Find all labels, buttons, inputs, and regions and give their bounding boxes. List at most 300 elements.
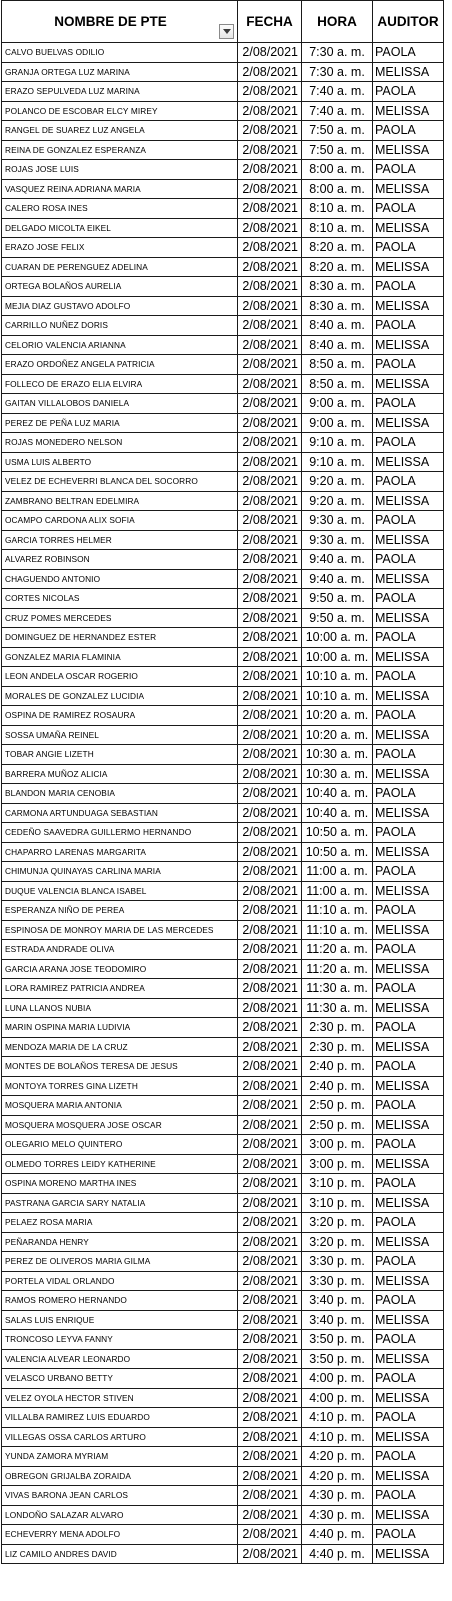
cell-fecha[interactable]: 2/08/2021 [238, 452, 302, 472]
cell-auditor[interactable]: PAOLA [373, 1252, 444, 1272]
cell-auditor[interactable]: MELISSA [373, 764, 444, 784]
cell-fecha[interactable]: 2/08/2021 [238, 1174, 302, 1194]
cell-nombre[interactable]: ROJAS MONEDERO NELSON [2, 433, 238, 453]
cell-nombre[interactable]: ERAZO JOSE FELIX [2, 238, 238, 258]
cell-fecha[interactable]: 2/08/2021 [238, 82, 302, 102]
cell-auditor[interactable]: PAOLA [373, 940, 444, 960]
cell-hora[interactable]: 10:50 a. m. [302, 842, 373, 862]
cell-nombre[interactable]: CARMONA ARTUNDUAGA SEBASTIAN [2, 803, 238, 823]
cell-nombre[interactable]: CEDEÑO SAAVEDRA GUILLERMO HERNANDO [2, 823, 238, 843]
cell-fecha[interactable]: 2/08/2021 [238, 1271, 302, 1291]
cell-auditor[interactable]: MELISSA [373, 335, 444, 355]
cell-fecha[interactable]: 2/08/2021 [238, 101, 302, 121]
cell-fecha[interactable]: 2/08/2021 [238, 1525, 302, 1545]
cell-auditor[interactable]: MELISSA [373, 725, 444, 745]
cell-auditor[interactable]: MELISSA [373, 257, 444, 277]
cell-fecha[interactable]: 2/08/2021 [238, 1057, 302, 1077]
cell-auditor[interactable]: PAOLA [373, 82, 444, 102]
cell-auditor[interactable]: MELISSA [373, 1271, 444, 1291]
cell-fecha[interactable]: 2/08/2021 [238, 608, 302, 628]
cell-fecha[interactable]: 2/08/2021 [238, 901, 302, 921]
cell-hora[interactable]: 8:00 a. m. [302, 160, 373, 180]
cell-hora[interactable]: 4:20 p. m. [302, 1466, 373, 1486]
cell-fecha[interactable]: 2/08/2021 [238, 1388, 302, 1408]
cell-hora[interactable]: 4:00 p. m. [302, 1388, 373, 1408]
cell-hora[interactable]: 9:20 a. m. [302, 491, 373, 511]
cell-hora[interactable]: 7:30 a. m. [302, 62, 373, 82]
cell-auditor[interactable]: PAOLA [373, 1369, 444, 1389]
cell-fecha[interactable]: 2/08/2021 [238, 1076, 302, 1096]
cell-nombre[interactable]: LUNA LLANOS NUBIA [2, 998, 238, 1018]
cell-nombre[interactable]: CALVO BUELVAS ODILIO [2, 43, 238, 63]
cell-fecha[interactable]: 2/08/2021 [238, 569, 302, 589]
cell-fecha[interactable]: 2/08/2021 [238, 1486, 302, 1506]
cell-auditor[interactable]: MELISSA [373, 1505, 444, 1525]
cell-nombre[interactable]: GARCIA TORRES HELMER [2, 530, 238, 550]
cell-fecha[interactable]: 2/08/2021 [238, 1193, 302, 1213]
cell-fecha[interactable]: 2/08/2021 [238, 121, 302, 141]
cell-fecha[interactable]: 2/08/2021 [238, 316, 302, 336]
header-cell-hora[interactable] [302, 1, 373, 43]
cell-hora[interactable]: 11:10 a. m. [302, 920, 373, 940]
cell-fecha[interactable]: 2/08/2021 [238, 920, 302, 940]
cell-hora[interactable]: 10:20 a. m. [302, 706, 373, 726]
cell-nombre[interactable]: OLMEDO TORRES LEIDY KATHERINE [2, 1154, 238, 1174]
cell-fecha[interactable]: 2/08/2021 [238, 628, 302, 648]
cell-auditor[interactable]: PAOLA [373, 1486, 444, 1506]
cell-nombre[interactable]: PEÑARANDA HENRY [2, 1232, 238, 1252]
cell-auditor[interactable]: PAOLA [373, 394, 444, 414]
cell-auditor[interactable]: PAOLA [373, 238, 444, 258]
cell-nombre[interactable]: CHAGUENDO ANTONIO [2, 569, 238, 589]
cell-nombre[interactable]: OSPINA MORENO MARTHA INES [2, 1174, 238, 1194]
cell-nombre[interactable]: DELGADO MICOLTA EIKEL [2, 218, 238, 238]
cell-auditor[interactable]: MELISSA [373, 842, 444, 862]
cell-fecha[interactable]: 2/08/2021 [238, 1447, 302, 1467]
cell-auditor[interactable]: PAOLA [373, 823, 444, 843]
cell-fecha[interactable]: 2/08/2021 [238, 784, 302, 804]
cell-nombre[interactable]: MONTOYA TORRES GINA LIZETH [2, 1076, 238, 1096]
cell-fecha[interactable]: 2/08/2021 [238, 1427, 302, 1447]
cell-hora[interactable]: 8:50 a. m. [302, 374, 373, 394]
cell-fecha[interactable]: 2/08/2021 [238, 530, 302, 550]
cell-hora[interactable]: 4:30 p. m. [302, 1505, 373, 1525]
cell-fecha[interactable]: 2/08/2021 [238, 1154, 302, 1174]
cell-fecha[interactable]: 2/08/2021 [238, 998, 302, 1018]
filter-dropdown-button[interactable] [219, 24, 234, 39]
cell-fecha[interactable]: 2/08/2021 [238, 511, 302, 531]
cell-nombre[interactable]: DOMINGUEZ DE HERNANDEZ ESTER [2, 628, 238, 648]
cell-hora[interactable]: 3:40 p. m. [302, 1310, 373, 1330]
cell-hora[interactable]: 10:30 a. m. [302, 764, 373, 784]
cell-hora[interactable]: 7:50 a. m. [302, 140, 373, 160]
cell-fecha[interactable]: 2/08/2021 [238, 1310, 302, 1330]
cell-hora[interactable]: 8:30 a. m. [302, 296, 373, 316]
cell-nombre[interactable]: MENDOZA MARIA DE LA CRUZ [2, 1037, 238, 1057]
cell-fecha[interactable]: 2/08/2021 [238, 374, 302, 394]
cell-auditor[interactable]: MELISSA [373, 374, 444, 394]
cell-fecha[interactable]: 2/08/2021 [238, 1213, 302, 1233]
cell-nombre[interactable]: TOBAR ANGIE LIZETH [2, 745, 238, 765]
cell-nombre[interactable]: PEREZ DE OLIVEROS MARIA GILMA [2, 1252, 238, 1272]
cell-auditor[interactable]: MELISSA [373, 1115, 444, 1135]
cell-auditor[interactable]: MELISSA [373, 1193, 444, 1213]
cell-hora[interactable]: 8:50 a. m. [302, 355, 373, 375]
cell-fecha[interactable]: 2/08/2021 [238, 296, 302, 316]
cell-nombre[interactable]: PEREZ DE PEÑA LUZ MARIA [2, 413, 238, 433]
cell-auditor[interactable]: MELISSA [373, 413, 444, 433]
cell-hora[interactable]: 7:30 a. m. [302, 43, 373, 63]
cell-fecha[interactable]: 2/08/2021 [238, 472, 302, 492]
cell-auditor[interactable]: PAOLA [373, 1330, 444, 1350]
cell-auditor[interactable]: PAOLA [373, 316, 444, 336]
cell-nombre[interactable]: CRUZ POMES MERCEDES [2, 608, 238, 628]
cell-auditor[interactable]: PAOLA [373, 121, 444, 141]
cell-nombre[interactable]: CELORIO VALENCIA ARIANNA [2, 335, 238, 355]
cell-auditor[interactable]: PAOLA [373, 472, 444, 492]
cell-fecha[interactable]: 2/08/2021 [238, 238, 302, 258]
cell-nombre[interactable]: BARRERA MUÑOZ ALICIA [2, 764, 238, 784]
cell-hora[interactable]: 3:10 p. m. [302, 1174, 373, 1194]
cell-auditor[interactable]: PAOLA [373, 1408, 444, 1428]
header-cell-nombre[interactable] [2, 1, 238, 43]
cell-auditor[interactable]: MELISSA [373, 1388, 444, 1408]
cell-hora[interactable]: 8:20 a. m. [302, 238, 373, 258]
cell-auditor[interactable]: MELISSA [373, 1154, 444, 1174]
cell-auditor[interactable]: MELISSA [373, 452, 444, 472]
cell-auditor[interactable]: PAOLA [373, 901, 444, 921]
cell-hora[interactable]: 9:20 a. m. [302, 472, 373, 492]
cell-hora[interactable]: 2:40 p. m. [302, 1076, 373, 1096]
cell-fecha[interactable]: 2/08/2021 [238, 62, 302, 82]
cell-nombre[interactable]: ESPERANZA NIÑO DE PEREA [2, 901, 238, 921]
cell-nombre[interactable]: ORTEGA BOLAÑOS AURELIA [2, 277, 238, 297]
cell-fecha[interactable]: 2/08/2021 [238, 1408, 302, 1428]
cell-hora[interactable]: 4:10 p. m. [302, 1427, 373, 1447]
cell-nombre[interactable]: GAITAN VILLALOBOS DANIELA [2, 394, 238, 414]
cell-auditor[interactable]: PAOLA [373, 433, 444, 453]
cell-hora[interactable]: 3:50 p. m. [302, 1349, 373, 1369]
cell-hora[interactable]: 2:50 p. m. [302, 1096, 373, 1116]
cell-nombre[interactable]: OLEGARIO MELO QUINTERO [2, 1135, 238, 1155]
cell-nombre[interactable]: PORTELA VIDAL ORLANDO [2, 1271, 238, 1291]
cell-auditor[interactable]: PAOLA [373, 706, 444, 726]
cell-nombre[interactable]: REINA DE GONZALEZ ESPERANZA [2, 140, 238, 160]
cell-hora[interactable]: 9:10 a. m. [302, 433, 373, 453]
cell-auditor[interactable]: PAOLA [373, 784, 444, 804]
cell-hora[interactable]: 8:00 a. m. [302, 179, 373, 199]
cell-nombre[interactable]: LIZ CAMILO ANDRES DAVID [2, 1544, 238, 1564]
cell-auditor[interactable]: PAOLA [373, 1213, 444, 1233]
cell-auditor[interactable]: MELISSA [373, 686, 444, 706]
cell-hora[interactable]: 11:20 a. m. [302, 940, 373, 960]
cell-hora[interactable]: 11:00 a. m. [302, 862, 373, 882]
cell-nombre[interactable]: VIVAS BARONA JEAN CARLOS [2, 1486, 238, 1506]
cell-fecha[interactable]: 2/08/2021 [238, 589, 302, 609]
cell-auditor[interactable]: MELISSA [373, 959, 444, 979]
cell-hora[interactable]: 8:30 a. m. [302, 277, 373, 297]
cell-hora[interactable]: 8:40 a. m. [302, 335, 373, 355]
cell-nombre[interactable]: ERAZO SEPULVEDA LUZ MARINA [2, 82, 238, 102]
cell-fecha[interactable]: 2/08/2021 [238, 1252, 302, 1272]
cell-hora[interactable]: 8:40 a. m. [302, 316, 373, 336]
cell-hora[interactable]: 8:10 a. m. [302, 199, 373, 219]
cell-fecha[interactable]: 2/08/2021 [238, 647, 302, 667]
cell-auditor[interactable]: MELISSA [373, 1427, 444, 1447]
cell-nombre[interactable]: BLANDON MARIA CENOBIA [2, 784, 238, 804]
cell-auditor[interactable]: PAOLA [373, 1018, 444, 1038]
cell-nombre[interactable]: PASTRANA GARCIA SARY NATALIA [2, 1193, 238, 1213]
cell-fecha[interactable]: 2/08/2021 [238, 550, 302, 570]
cell-auditor[interactable]: MELISSA [373, 218, 444, 238]
cell-hora[interactable]: 10:50 a. m. [302, 823, 373, 843]
cell-fecha[interactable]: 2/08/2021 [238, 433, 302, 453]
cell-fecha[interactable]: 2/08/2021 [238, 959, 302, 979]
cell-hora[interactable]: 7:40 a. m. [302, 101, 373, 121]
cell-nombre[interactable]: USMA LUIS ALBERTO [2, 452, 238, 472]
cell-nombre[interactable]: DUQUE VALENCIA BLANCA ISABEL [2, 881, 238, 901]
cell-hora[interactable]: 4:00 p. m. [302, 1369, 373, 1389]
cell-fecha[interactable]: 2/08/2021 [238, 1369, 302, 1389]
cell-auditor[interactable]: PAOLA [373, 667, 444, 687]
cell-auditor[interactable]: PAOLA [373, 1057, 444, 1077]
cell-nombre[interactable]: MOSQUERA MARIA ANTONIA [2, 1096, 238, 1116]
cell-nombre[interactable]: OCAMPO CARDONA ALIX SOFIA [2, 511, 238, 531]
cell-fecha[interactable]: 2/08/2021 [238, 842, 302, 862]
cell-hora[interactable]: 3:30 p. m. [302, 1271, 373, 1291]
cell-nombre[interactable]: LORA RAMIREZ PATRICIA ANDREA [2, 979, 238, 999]
cell-hora[interactable]: 9:50 a. m. [302, 589, 373, 609]
cell-auditor[interactable]: PAOLA [373, 511, 444, 531]
cell-fecha[interactable]: 2/08/2021 [238, 979, 302, 999]
cell-hora[interactable]: 9:10 a. m. [302, 452, 373, 472]
cell-auditor[interactable]: MELISSA [373, 296, 444, 316]
cell-auditor[interactable]: MELISSA [373, 179, 444, 199]
cell-hora[interactable]: 4:10 p. m. [302, 1408, 373, 1428]
cell-hora[interactable]: 8:20 a. m. [302, 257, 373, 277]
cell-nombre[interactable]: VALENCIA ALVEAR LEONARDO [2, 1349, 238, 1369]
cell-fecha[interactable]: 2/08/2021 [238, 725, 302, 745]
cell-nombre[interactable]: VASQUEZ REINA ADRIANA MARIA [2, 179, 238, 199]
cell-hora[interactable]: 4:40 p. m. [302, 1544, 373, 1564]
cell-hora[interactable]: 11:00 a. m. [302, 881, 373, 901]
cell-hora[interactable]: 10:20 a. m. [302, 725, 373, 745]
cell-nombre[interactable]: ESPINOSA DE MONROY MARIA DE LAS MERCEDES [2, 920, 238, 940]
cell-nombre[interactable]: PELAEZ ROSA MARIA [2, 1213, 238, 1233]
cell-hora[interactable]: 9:00 a. m. [302, 394, 373, 414]
cell-hora[interactable]: 7:40 a. m. [302, 82, 373, 102]
cell-fecha[interactable]: 2/08/2021 [238, 1349, 302, 1369]
cell-fecha[interactable]: 2/08/2021 [238, 160, 302, 180]
cell-auditor[interactable]: PAOLA [373, 1447, 444, 1467]
cell-fecha[interactable]: 2/08/2021 [238, 140, 302, 160]
cell-hora[interactable]: 10:40 a. m. [302, 784, 373, 804]
header-cell-fecha[interactable] [238, 1, 302, 43]
cell-hora[interactable]: 9:40 a. m. [302, 569, 373, 589]
cell-auditor[interactable]: MELISSA [373, 1232, 444, 1252]
cell-nombre[interactable]: CARRILLO NUÑEZ DORIS [2, 316, 238, 336]
cell-nombre[interactable]: LEON ANDELA OSCAR ROGERIO [2, 667, 238, 687]
cell-nombre[interactable]: POLANCO DE ESCOBAR ELCY MIREY [2, 101, 238, 121]
cell-auditor[interactable]: PAOLA [373, 43, 444, 63]
cell-hora[interactable]: 4:40 p. m. [302, 1525, 373, 1545]
cell-hora[interactable]: 10:00 a. m. [302, 647, 373, 667]
cell-hora[interactable]: 3:30 p. m. [302, 1252, 373, 1272]
cell-hora[interactable]: 9:50 a. m. [302, 608, 373, 628]
cell-hora[interactable]: 3:10 p. m. [302, 1193, 373, 1213]
cell-nombre[interactable]: ROJAS JOSE LUIS [2, 160, 238, 180]
cell-hora[interactable]: 10:00 a. m. [302, 628, 373, 648]
cell-auditor[interactable]: PAOLA [373, 979, 444, 999]
cell-hora[interactable]: 3:00 p. m. [302, 1135, 373, 1155]
cell-auditor[interactable]: PAOLA [373, 355, 444, 375]
cell-auditor[interactable]: MELISSA [373, 62, 444, 82]
cell-fecha[interactable]: 2/08/2021 [238, 764, 302, 784]
cell-auditor[interactable]: MELISSA [373, 1466, 444, 1486]
cell-nombre[interactable]: VILLALBA RAMIREZ LUIS EDUARDO [2, 1408, 238, 1428]
cell-nombre[interactable]: GONZALEZ MARIA FLAMINIA [2, 647, 238, 667]
cell-fecha[interactable]: 2/08/2021 [238, 355, 302, 375]
cell-auditor[interactable]: MELISSA [373, 998, 444, 1018]
cell-nombre[interactable]: FOLLECO DE ERAZO ELIA ELVIRA [2, 374, 238, 394]
cell-hora[interactable]: 4:20 p. m. [302, 1447, 373, 1467]
cell-fecha[interactable]: 2/08/2021 [238, 277, 302, 297]
cell-auditor[interactable]: PAOLA [373, 589, 444, 609]
cell-hora[interactable]: 9:30 a. m. [302, 511, 373, 531]
cell-fecha[interactable]: 2/08/2021 [238, 686, 302, 706]
cell-nombre[interactable]: ALVAREZ ROBINSON [2, 550, 238, 570]
cell-nombre[interactable]: VILLEGAS OSSA CARLOS ARTURO [2, 1427, 238, 1447]
cell-nombre[interactable]: ERAZO ORDOÑEZ ANGELA PATRICIA [2, 355, 238, 375]
cell-auditor[interactable]: MELISSA [373, 920, 444, 940]
cell-nombre[interactable]: MORALES DE GONZALEZ LUCIDIA [2, 686, 238, 706]
cell-nombre[interactable]: MOSQUERA MOSQUERA JOSE OSCAR [2, 1115, 238, 1135]
cell-fecha[interactable]: 2/08/2021 [238, 862, 302, 882]
cell-nombre[interactable]: CUARAN DE PERENGUEZ ADELINA [2, 257, 238, 277]
cell-fecha[interactable]: 2/08/2021 [238, 881, 302, 901]
cell-auditor[interactable]: MELISSA [373, 101, 444, 121]
cell-hora[interactable]: 3:50 p. m. [302, 1330, 373, 1350]
cell-hora[interactable]: 9:40 a. m. [302, 550, 373, 570]
cell-nombre[interactable]: MONTES DE BOLAÑOS TERESA DE JESUS [2, 1057, 238, 1077]
cell-nombre[interactable]: CALERO ROSA INES [2, 199, 238, 219]
cell-fecha[interactable]: 2/08/2021 [238, 394, 302, 414]
cell-hora[interactable]: 9:00 a. m. [302, 413, 373, 433]
cell-hora[interactable]: 11:30 a. m. [302, 998, 373, 1018]
cell-auditor[interactable]: PAOLA [373, 1096, 444, 1116]
header-cell-auditor[interactable] [373, 1, 444, 43]
cell-auditor[interactable]: PAOLA [373, 1525, 444, 1545]
cell-auditor[interactable]: MELISSA [373, 608, 444, 628]
cell-hora[interactable]: 2:40 p. m. [302, 1057, 373, 1077]
cell-fecha[interactable]: 2/08/2021 [238, 823, 302, 843]
cell-hora[interactable]: 10:40 a. m. [302, 803, 373, 823]
cell-auditor[interactable]: MELISSA [373, 569, 444, 589]
cell-nombre[interactable]: ECHEVERRY MENA ADOLFO [2, 1525, 238, 1545]
cell-nombre[interactable]: OBREGON GRIJALBA ZORAIDA [2, 1466, 238, 1486]
cell-hora[interactable]: 8:10 a. m. [302, 218, 373, 238]
cell-auditor[interactable]: PAOLA [373, 862, 444, 882]
cell-fecha[interactable]: 2/08/2021 [238, 1466, 302, 1486]
cell-hora[interactable]: 3:20 p. m. [302, 1232, 373, 1252]
cell-fecha[interactable]: 2/08/2021 [238, 1018, 302, 1038]
cell-hora[interactable]: 3:40 p. m. [302, 1291, 373, 1311]
cell-fecha[interactable]: 2/08/2021 [238, 706, 302, 726]
cell-nombre[interactable]: CORTES NICOLAS [2, 589, 238, 609]
cell-hora[interactable]: 2:50 p. m. [302, 1115, 373, 1135]
cell-nombre[interactable]: VELASCO URBANO BETTY [2, 1369, 238, 1389]
cell-auditor[interactable]: PAOLA [373, 1291, 444, 1311]
cell-auditor[interactable]: MELISSA [373, 140, 444, 160]
cell-hora[interactable]: 11:10 a. m. [302, 901, 373, 921]
cell-fecha[interactable]: 2/08/2021 [238, 335, 302, 355]
cell-fecha[interactable]: 2/08/2021 [238, 1096, 302, 1116]
cell-hora[interactable]: 9:30 a. m. [302, 530, 373, 550]
cell-nombre[interactable]: ESTRADA ANDRADE OLIVA [2, 940, 238, 960]
cell-fecha[interactable]: 2/08/2021 [238, 745, 302, 765]
cell-nombre[interactable]: OSPINA DE RAMIREZ ROSAURA [2, 706, 238, 726]
cell-auditor[interactable]: MELISSA [373, 803, 444, 823]
cell-fecha[interactable]: 2/08/2021 [238, 1291, 302, 1311]
cell-hora[interactable]: 3:20 p. m. [302, 1213, 373, 1233]
cell-nombre[interactable]: TRONCOSO LEYVA FANNY [2, 1330, 238, 1350]
cell-hora[interactable]: 10:10 a. m. [302, 686, 373, 706]
cell-nombre[interactable]: MARIN OSPINA MARIA LUDIVIA [2, 1018, 238, 1038]
cell-fecha[interactable]: 2/08/2021 [238, 1232, 302, 1252]
cell-nombre[interactable]: SOSSA UMAÑA REINEL [2, 725, 238, 745]
cell-fecha[interactable]: 2/08/2021 [238, 1135, 302, 1155]
cell-fecha[interactable]: 2/08/2021 [238, 1330, 302, 1350]
cell-nombre[interactable]: MEJIA DIAZ GUSTAVO ADOLFO [2, 296, 238, 316]
cell-hora[interactable]: 2:30 p. m. [302, 1037, 373, 1057]
cell-auditor[interactable]: MELISSA [373, 647, 444, 667]
cell-hora[interactable]: 11:20 a. m. [302, 959, 373, 979]
cell-auditor[interactable]: MELISSA [373, 491, 444, 511]
cell-auditor[interactable]: PAOLA [373, 1174, 444, 1194]
cell-hora[interactable]: 7:50 a. m. [302, 121, 373, 141]
cell-auditor[interactable]: PAOLA [373, 160, 444, 180]
cell-fecha[interactable]: 2/08/2021 [238, 1037, 302, 1057]
cell-fecha[interactable]: 2/08/2021 [238, 179, 302, 199]
cell-hora[interactable]: 11:30 a. m. [302, 979, 373, 999]
cell-auditor[interactable]: PAOLA [373, 550, 444, 570]
cell-fecha[interactable]: 2/08/2021 [238, 803, 302, 823]
cell-fecha[interactable]: 2/08/2021 [238, 413, 302, 433]
cell-fecha[interactable]: 2/08/2021 [238, 257, 302, 277]
cell-auditor[interactable]: MELISSA [373, 1349, 444, 1369]
cell-fecha[interactable]: 2/08/2021 [238, 43, 302, 63]
cell-nombre[interactable]: LONDOÑO SALAZAR ALVARO [2, 1505, 238, 1525]
cell-fecha[interactable]: 2/08/2021 [238, 667, 302, 687]
cell-hora[interactable]: 10:30 a. m. [302, 745, 373, 765]
cell-nombre[interactable]: RAMOS ROMERO HERNANDO [2, 1291, 238, 1311]
cell-nombre[interactable]: GARCIA ARANA JOSE TEODOMIRO [2, 959, 238, 979]
cell-fecha[interactable]: 2/08/2021 [238, 1115, 302, 1135]
cell-auditor[interactable]: MELISSA [373, 1076, 444, 1096]
cell-auditor[interactable]: MELISSA [373, 1310, 444, 1330]
cell-fecha[interactable]: 2/08/2021 [238, 1505, 302, 1525]
cell-auditor[interactable]: PAOLA [373, 1135, 444, 1155]
cell-auditor[interactable]: PAOLA [373, 745, 444, 765]
cell-nombre[interactable]: ZAMBRANO BELTRAN EDELMIRA [2, 491, 238, 511]
cell-auditor[interactable]: PAOLA [373, 199, 444, 219]
cell-nombre[interactable]: VELEZ OYOLA HECTOR STIVEN [2, 1388, 238, 1408]
cell-fecha[interactable]: 2/08/2021 [238, 491, 302, 511]
cell-fecha[interactable]: 2/08/2021 [238, 1544, 302, 1564]
cell-fecha[interactable]: 2/08/2021 [238, 218, 302, 238]
cell-hora[interactable]: 3:00 p. m. [302, 1154, 373, 1174]
cell-nombre[interactable]: CHAPARRO LARENAS MARGARITA [2, 842, 238, 862]
